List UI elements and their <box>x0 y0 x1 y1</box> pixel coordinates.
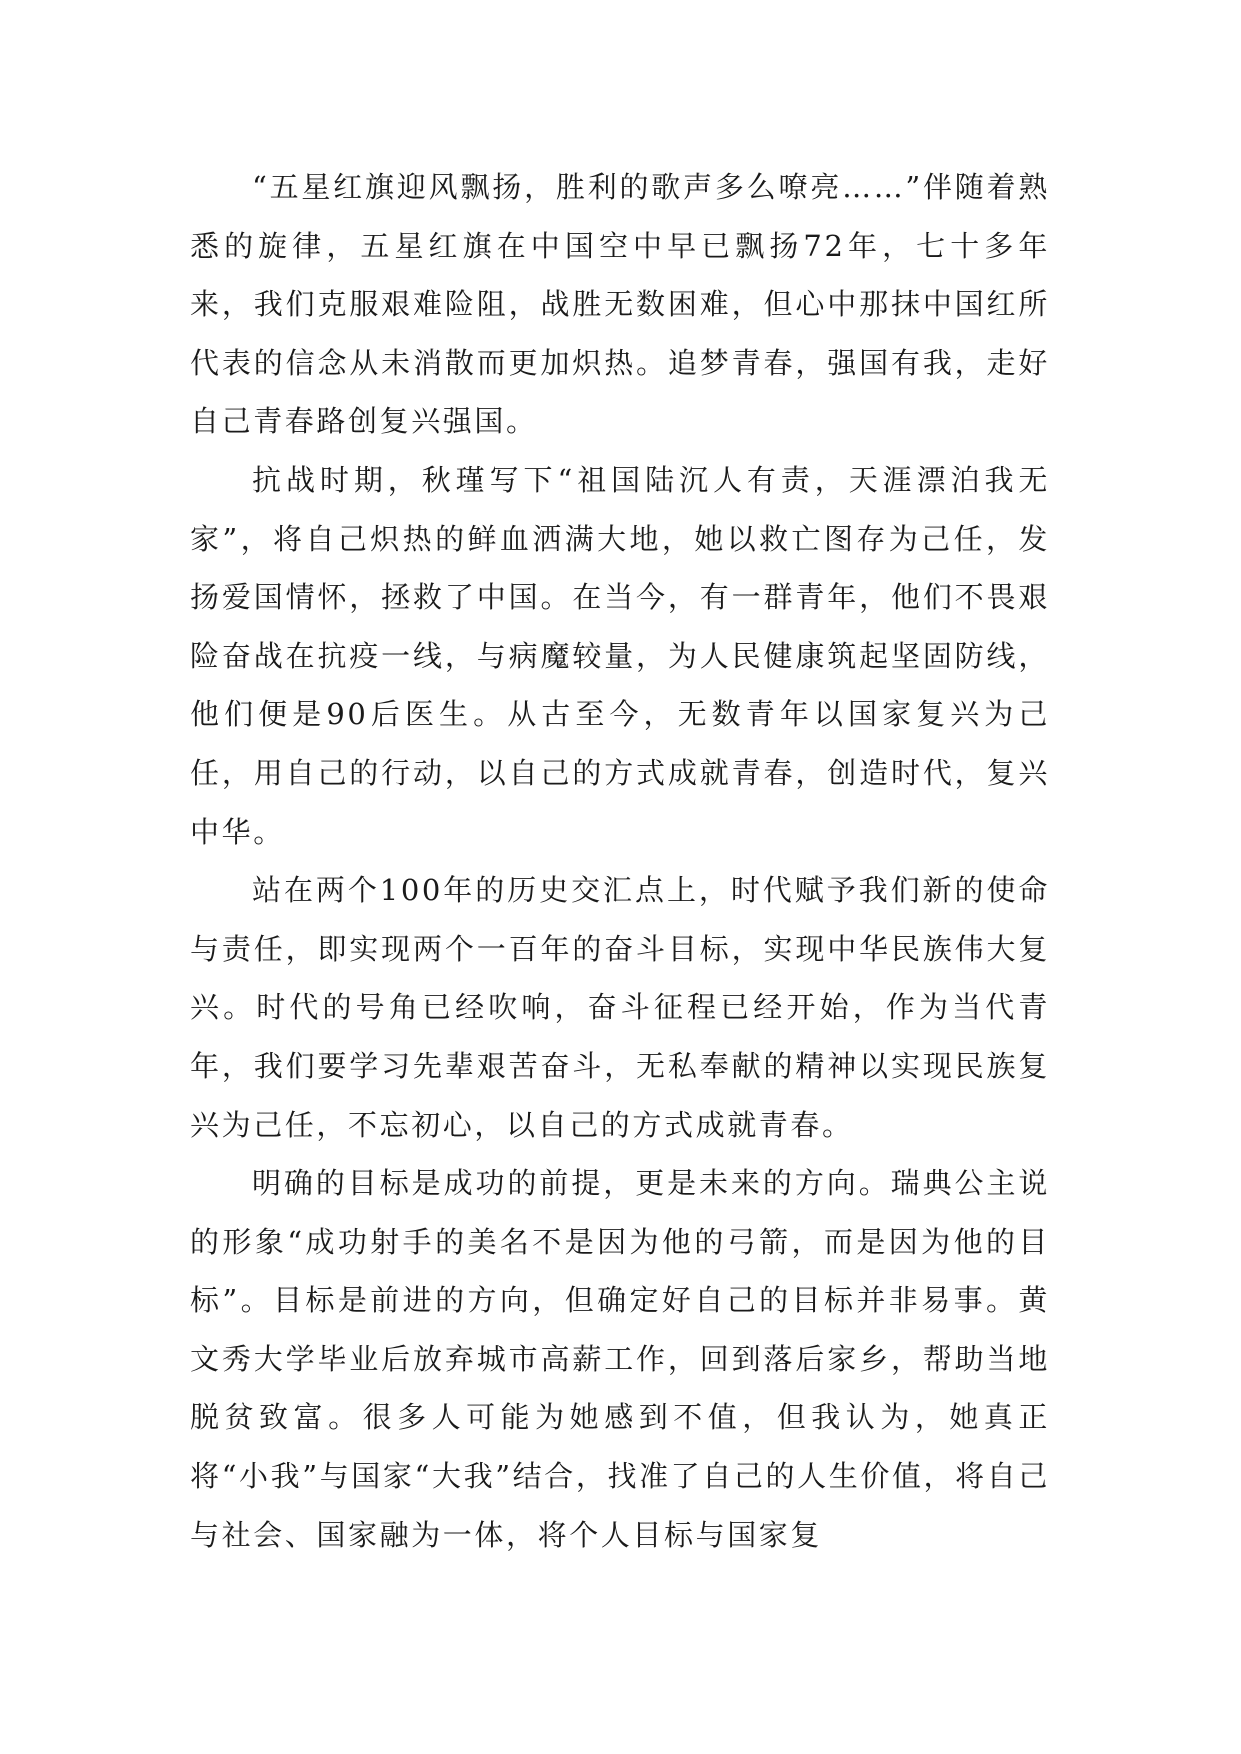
paragraph-2: 抗战时期，秋瑾写下“祖国陆沉人有责，天涯漂泊我无家”，将自己炽热的鲜血洒满大地，她以救亡图存为己任，发扬爱国情怀，拯救了中国。在当今，有一群青年，他们不畏艰险奋战在抗疫一线，与病魔较量，为人民健康筑起坚固防线，他们便是90后医生。从古至今，无数青年以国家复兴为己任，用自己的行动，以自己的方式成就青春，创造时代，复兴中华。 <box>190 462 1050 849</box>
paragraph-3: 站在两个100年的历史交汇点上，时代赋予我们新的使命与责任，即实现两个一百年的奋斗目标，实现中华民族伟大复兴。时代的号角已经吹响，奋斗征程已经开始，作为当代青年，我们要学习先辈艰苦奋斗，无私奉献的精神以实现民族复兴为己任，不忘初心，以自己的方式成就青春。 <box>190 873 1050 1142</box>
document-body <box>190 158 1050 1564</box>
paragraph-1: “五星红旗迎风飘扬，胜利的歌声多么嘹亮……”伴随着熟悉的旋律，五星红旗在中国空中早已飘扬72年，七十多年来，我们克服艰难险阻，战胜无数困难，但心中那抹中国红所代表的信念从未消散而更加炽热。追梦青春，强国有我，走好自己青春路创复兴强国。 <box>190 170 1050 439</box>
paragraph-4: 明确的目标是成功的前提，更是未来的方向。瑞典公主说的形象“成功射手的美名不是因为他的弓箭，而是因为他的目标”。目标是前进的方向，但确定好自己的目标并非易事。黄文秀大学毕业后放弃城市高薪工作，回到落后家乡，帮助当地脱贫致富。很多人可能为她感到不值，但我认为，她真正将“小我”与国家“大我”结合，找准了自己的人生价值，将自己与社会、国家融为一体，将个人目标与国家复 <box>190 1166 1050 1552</box>
